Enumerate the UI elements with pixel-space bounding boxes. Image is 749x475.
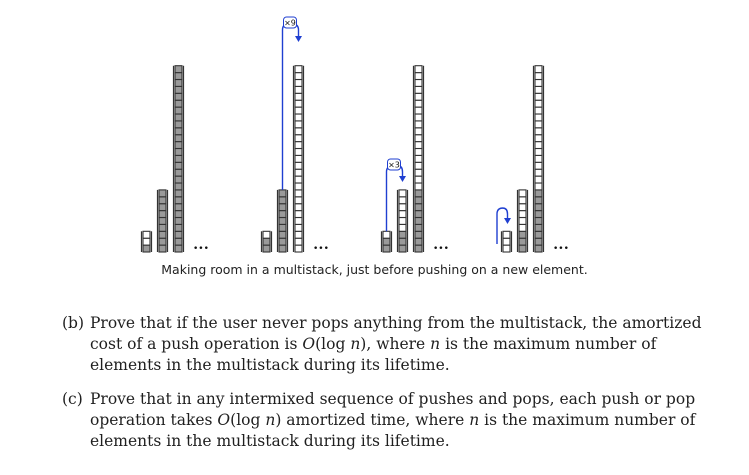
- stack-cell: [415, 128, 422, 135]
- stack-cell: [295, 176, 302, 183]
- stack-cell: [175, 114, 182, 121]
- panel-1-stack-1: [142, 231, 152, 252]
- ellipsis: •••: [553, 244, 569, 254]
- stack-cell: [535, 80, 542, 87]
- stack-cell: [279, 218, 286, 225]
- stack-cell: [159, 190, 166, 197]
- stack-cell: [519, 238, 526, 245]
- stack-cell: [535, 135, 542, 142]
- stack-cell: [415, 135, 422, 142]
- stack-cell: [295, 121, 302, 128]
- stack-cell: [143, 231, 150, 238]
- stack-cell: [175, 66, 182, 73]
- stack-cell: [535, 66, 542, 73]
- stack-cell: [383, 231, 390, 238]
- stack-cell: [535, 218, 542, 225]
- arrow-head-icon: [399, 176, 406, 182]
- stack-cell: [535, 231, 542, 238]
- stack-cell: [415, 197, 422, 204]
- stack-cell: [279, 224, 286, 231]
- stack-cell: [535, 86, 542, 93]
- stack-cell: [295, 218, 302, 225]
- stack-cell: [535, 183, 542, 190]
- stack-cell: [175, 204, 182, 211]
- problem-b-bound: O(log n): [302, 335, 367, 353]
- stack-cell: [399, 245, 406, 252]
- stack-cell: [175, 231, 182, 238]
- stack-cell: [415, 190, 422, 197]
- stack-cell: [383, 245, 390, 252]
- panel-1-stack-3: [174, 66, 184, 252]
- stack-cell: [175, 107, 182, 114]
- stack-cell: [535, 114, 542, 121]
- stack-cell: [295, 80, 302, 87]
- stack-cell: [159, 245, 166, 252]
- stack-cell: [279, 190, 286, 197]
- stack-cell: [535, 176, 542, 183]
- arrow-head-icon: [295, 36, 302, 42]
- stack-cell: [175, 100, 182, 107]
- stack-cell: [415, 149, 422, 156]
- stack-cell: [535, 121, 542, 128]
- stack-cell: [415, 162, 422, 169]
- stack-cell: [415, 169, 422, 176]
- panel-3-stack-3: [414, 66, 424, 252]
- stack-cell: [535, 142, 542, 149]
- stack-cell: [279, 197, 286, 204]
- stack-cell: [263, 231, 270, 238]
- stack-cell: [535, 149, 542, 156]
- stack-cell: [415, 66, 422, 73]
- stack-cell: [415, 107, 422, 114]
- stack-cell: [399, 218, 406, 225]
- stack-cell: [535, 169, 542, 176]
- stack-cell: [175, 169, 182, 176]
- stack-cell: [295, 197, 302, 204]
- stack-cell: [519, 211, 526, 218]
- figure-caption: Making room in a multistack, just before pushing on a new element.: [161, 262, 588, 277]
- stack-cell: [519, 218, 526, 225]
- problem-b: [62, 313, 730, 376]
- stack-cell: [535, 107, 542, 114]
- stack-cell: [175, 80, 182, 87]
- stack-cell: [295, 245, 302, 252]
- stack-cell: [399, 211, 406, 218]
- stack-cell: [295, 238, 302, 245]
- stack-cell: [279, 245, 286, 252]
- stack-cell: [535, 93, 542, 100]
- stack-cell: [535, 238, 542, 245]
- stack-cell: [383, 238, 390, 245]
- stack-cell: [175, 245, 182, 252]
- stack-cell: [415, 114, 422, 121]
- stack-cell: [415, 176, 422, 183]
- stack-cell: [159, 224, 166, 231]
- problem-b-label: (b): [62, 314, 85, 332]
- stack-cell: [263, 238, 270, 245]
- stack-cell: [415, 73, 422, 80]
- stack-cell: [415, 86, 422, 93]
- stack-cell: [175, 197, 182, 204]
- stack-cell: [279, 231, 286, 238]
- stack-cell: [519, 245, 526, 252]
- stack-cell: [295, 162, 302, 169]
- stack-cell: [415, 155, 422, 162]
- stack-cell: [415, 204, 422, 211]
- panel-3-stack-2: [398, 190, 408, 252]
- stack-cell: [535, 155, 542, 162]
- stack-cell: [399, 238, 406, 245]
- stack-cell: [295, 66, 302, 73]
- stack-cell: [519, 190, 526, 197]
- stack-cell: [159, 197, 166, 204]
- panel-2-stack-1: [262, 231, 272, 252]
- stack-cell: [143, 238, 150, 245]
- stack-cell: [295, 231, 302, 238]
- panel-4-stack-2: [518, 190, 528, 252]
- stack-cell: [535, 197, 542, 204]
- stack-cell: [519, 197, 526, 204]
- stack-cell: [295, 149, 302, 156]
- stack-cell: [519, 224, 526, 231]
- stack-cell: [175, 211, 182, 218]
- stack-cell: [415, 142, 422, 149]
- stack-cell: [415, 100, 422, 107]
- stack-cell: [415, 245, 422, 252]
- panel-2-stack-3: [294, 66, 304, 252]
- stack-cell: [295, 93, 302, 100]
- stack-cell: [263, 245, 270, 252]
- ellipsis: •••: [313, 244, 329, 254]
- stack-cell: [415, 121, 422, 128]
- problem-b-text: Prove that if the user never pops anything from the multistack, the amortized cost of a push operation is O(log n), where n is the maximum number of elements in the multistack during its lifetime.: [90, 314, 702, 374]
- stack-cell: [415, 224, 422, 231]
- stack-cell: [295, 86, 302, 93]
- stack-cell: [535, 204, 542, 211]
- stack-cell: [175, 176, 182, 183]
- stack-cell: [175, 128, 182, 135]
- stack-cell: [295, 190, 302, 197]
- stack-cell: [175, 73, 182, 80]
- stack-cell: [175, 155, 182, 162]
- stack-cell: [175, 224, 182, 231]
- stack-cell: [175, 183, 182, 190]
- stack-cell: [415, 238, 422, 245]
- stack-cell: [399, 204, 406, 211]
- stack-cell: [279, 204, 286, 211]
- stack-cell: [295, 135, 302, 142]
- stack-cell: [415, 218, 422, 225]
- stack-cell: [175, 142, 182, 149]
- stack-cell: [279, 238, 286, 245]
- stack-cell: [175, 238, 182, 245]
- stack-cell: [415, 80, 422, 87]
- stack-cell: [503, 238, 510, 245]
- stack-cell: [399, 231, 406, 238]
- stack-cell: [295, 107, 302, 114]
- stack-cell: [159, 218, 166, 225]
- stack-cell: [415, 231, 422, 238]
- stack-cell: [399, 197, 406, 204]
- stack-cell: [519, 231, 526, 238]
- stack-cell: [175, 86, 182, 93]
- stack-cell: [279, 211, 286, 218]
- problem-c-text: Prove that in any intermixed sequence of pushes and pops, each push or pop operation takes O(log n) amortized time, where n is the maximum number of elements in the multistack during its lifetime.: [90, 390, 696, 450]
- stack-cell: [295, 100, 302, 107]
- panel-2-stack-2: [278, 190, 288, 252]
- stack-cell: [399, 224, 406, 231]
- stack-cell: [535, 224, 542, 231]
- stack-cell: [535, 245, 542, 252]
- stack-cell: [535, 100, 542, 107]
- stack-cell: [143, 245, 150, 252]
- panel-4-stack-3: [534, 66, 544, 252]
- stack-cell: [175, 162, 182, 169]
- stack-cell: [519, 204, 526, 211]
- stack-cell: [175, 135, 182, 142]
- stack-cell: [175, 190, 182, 197]
- ellipsis: •••: [193, 244, 209, 254]
- panel-4-stack-1: [502, 231, 512, 252]
- stack-cell: [503, 245, 510, 252]
- stack-cell: [295, 73, 302, 80]
- panel-1-stack-2: [158, 190, 168, 252]
- stack-cell: [175, 218, 182, 225]
- stack-cell: [159, 204, 166, 211]
- problem-c-bound: O(log n): [217, 411, 282, 429]
- stack-cell: [295, 169, 302, 176]
- stack-cell: [295, 114, 302, 121]
- stack-cell: [175, 149, 182, 156]
- stack-cell: [175, 121, 182, 128]
- stack-cell: [159, 238, 166, 245]
- stack-cell: [535, 162, 542, 169]
- stack-cell: [159, 211, 166, 218]
- stack-cell: [159, 231, 166, 238]
- stack-cell: [295, 224, 302, 231]
- problem-c-label: (c): [62, 390, 83, 408]
- stack-cell: [503, 231, 510, 238]
- stack-cell: [295, 211, 302, 218]
- stack-cell: [295, 142, 302, 149]
- stack-cell: [415, 93, 422, 100]
- stack-cell: [175, 93, 182, 100]
- stack-cell: [535, 128, 542, 135]
- stack-cell: [295, 204, 302, 211]
- problem-c: [62, 389, 730, 452]
- stack-cell: [535, 190, 542, 197]
- move-count-label: ×3: [388, 160, 400, 170]
- stack-cell: [295, 183, 302, 190]
- stack-cell: [295, 128, 302, 135]
- arrow-head-icon: [504, 218, 511, 224]
- stack-cell: [399, 190, 406, 197]
- stack-cell: [535, 211, 542, 218]
- move-count-label: ×9: [284, 18, 296, 28]
- stack-cell: [415, 211, 422, 218]
- ellipsis: •••: [433, 244, 449, 254]
- stack-cell: [295, 155, 302, 162]
- stack-cell: [415, 183, 422, 190]
- panel-3-stack-1: [382, 231, 392, 252]
- stack-cell: [535, 73, 542, 80]
